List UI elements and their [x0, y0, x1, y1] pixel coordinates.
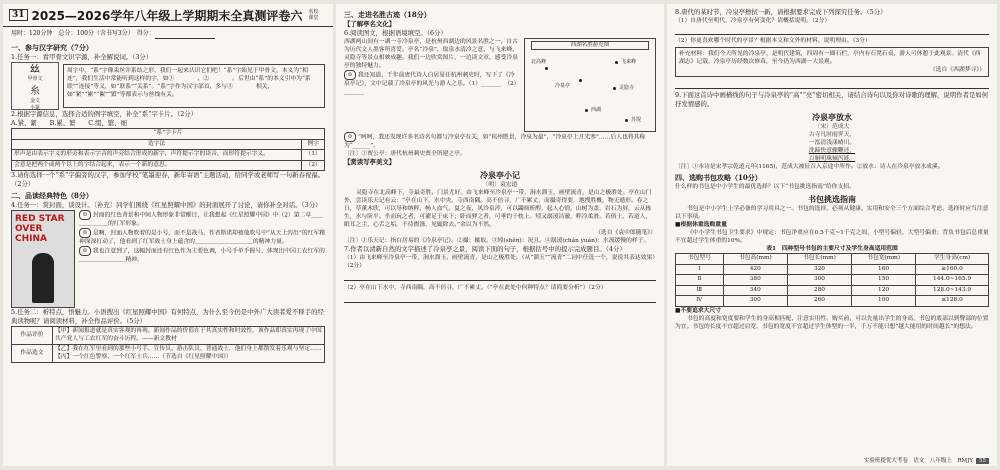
seal-char: 糸	[30, 86, 40, 97]
poem-line: 洗蹄快意骤鞭还，	[808, 148, 856, 154]
subsection-title: 【赏读写亭美文】	[344, 158, 396, 166]
dialog-line: ☺ “呵呵，我还发现许多名诗名句都与冷泉亭有关，如“杭州胜景，冷泉为最”，“冷泉亭上月光寒”……后人也将其称为“______”。	[344, 134, 646, 149]
question-7-2: （2）亭在山下水中，寺西南隅，高不倍寻，广不累丈。（“亭在此处中何种特点？请简要分析”）（2分）	[344, 285, 607, 291]
note: 〔注〕①贾公亭：唐代杭州刺史贾全所建之亭。	[344, 151, 466, 157]
section-2-title: 二、品读经典特色（8分）	[11, 191, 93, 200]
dialog-list	[79, 210, 325, 308]
guide-title: 书包挑选指南	[808, 194, 856, 204]
article-source: （选自《袁中郎随笔》）	[595, 230, 656, 236]
poem-line: 百斛明珠倾泻涟。	[808, 156, 856, 162]
character-evolution-image: 𢆶 甲骨文 糸 金文 小篆	[11, 62, 59, 110]
speaker-icon: ☺	[344, 70, 356, 80]
speaker-icon: ☺	[79, 246, 91, 256]
exam-meta: 用时：120分钟 总分：100分（含书写3分） 得分：	[3, 27, 333, 41]
section-4-intro: 什么样的书包是中小学生的最优选择？以下“书包挑选指南”给你支招。	[675, 184, 855, 190]
q1-explanation: 周字中，“系”字像束丝并系结之形，我们一起来认识它们吧！“系”字始见于甲骨文，本义为“相连”，我们生活中常能听到这样的字，如① 、② 。后世由“系”的本义引申为“系联”“连接”等义，如“联系”“关系”。“系”字作为汉字部首，多与③ 相关，如“紧”“累”“絮”“繁”等都表示与丝线有关。	[63, 64, 325, 108]
bugler-figure	[32, 253, 54, 303]
page-number: 31	[9, 9, 28, 21]
char-card-table: “系”字卡片 造字法 例字 形声是由表示字义的形旁和表示字音的声旁结合形成的新字，声符提示字的读音，而形符提示字义。 （1） 会意是把两个或两个以上的字结合起来，表示一个新的意思。 （2）	[11, 128, 325, 171]
section-3-title: 三、走进名胜古迹（18分）	[344, 10, 431, 19]
answer-line[interactable]	[675, 25, 989, 35]
question-9: 9.下面这首诗中画横线的句子与冷泉亭的“高”“亮”密切相关，请结合诗句以及你对诗歌的理解，说明作者是如何抒发情感的。	[675, 91, 989, 108]
tip-heading: ■根据体重选购重量	[675, 222, 727, 228]
speaker-icon: ☺	[79, 210, 91, 220]
poem-line: 古寺凡时雨霁天，	[808, 132, 856, 138]
question-7-1: （1）由飞来峰至冷泉亭一带，涧水溜玉，画壁流青，是山之极胜处。（从“溜玉”“流青”二词中任选一个，说说其表达效果）（2分）	[344, 255, 656, 269]
section-1-title: 一、参与汉字研究（7分）	[11, 43, 93, 52]
page-left	[3, 4, 333, 466]
tip-heading: ■不要追求大尺寸	[675, 307, 722, 314]
square-bullet-icon: ■	[675, 222, 681, 228]
table-row: Ⅳ 300 260 100 ≤128.0	[676, 296, 989, 307]
supplement-box: 补充材料：我们今天所见的冷泉亭，是明代建筑，四周有一圈石栏，亭内有石凳石桌，游人可休憩于此观景。清代《西湖志》记载，冷泉亭历经数次修葺，至今仍为西湖一大景观。 （选自《西湖梦寻》）	[675, 47, 989, 77]
answer-line[interactable]	[675, 79, 989, 89]
question-5: 5.任务二：析特点，悟魅力。小语搜出《红星照耀中国》有何特点，为什么至今仍是中外广大读者爱不释手的经典读物呢？请阅读材料，补全作品评价。（5分）	[11, 308, 324, 325]
question-2: 2.根据字源信息，选择合适的例字填空，补全“系”字卡片。（2分）	[11, 110, 198, 118]
poem-note: 〔注〕①本诗是宋孝宗乾道元年(1165)，范成大被征召入京途中所作。②放水：诗人在冷泉亭放水成溪。	[675, 164, 944, 170]
scenic-map: 西湖名胜游览图 飞来峰 冷泉亭 灵隐寺 北高峰 西湖 苏堤	[524, 38, 656, 132]
guide-text: 书包是中小学生上学必备的学习用具之一。书包的选择，必须从健康、实用和安全三个方面综合考虑，选择时应当注意以下事项。	[675, 206, 989, 220]
dialog-line: ☺ 是啊，封面人物吹着的是小号，而不是战马，作者斯诺却被他吹号中“从天上泻出”的红军精神深深打动了，他看到了红军战士身上蕴含的＿＿＿＿＿＿＿＿＿＿的精神力量。	[79, 230, 326, 245]
speaker-icon: ☺	[79, 228, 91, 238]
dialog-line: ☺ 我也注意到了，这幅封面还有红色作为主要色调，小号手单手握号，体现出中国工农红军的＿＿＿＿＿＿＿＿精神。	[79, 248, 325, 263]
question-3: 3.请你选择一个“系”字偏旁的汉字，参加学校“笔墨迎春，新年寄语”主题活动，给同学或老师写一句新春祝福。（2分）	[11, 171, 325, 188]
map-point	[545, 67, 548, 70]
table-row: Ⅰ 420 320 160 ≥160.0	[676, 264, 989, 275]
exam-header	[3, 4, 333, 27]
book-cover-image: RED STAR OVER CHINA	[11, 210, 75, 308]
oracle-char: 𢆶	[30, 64, 40, 75]
note: 〔注〕①乐天记：指白居易的《冷泉亭记》。②撮：摄取。③矧(shěn)：况且。④潺湲(chán yuán)：水流缓慢的样子。	[344, 238, 650, 244]
tip-text: 书包的高度和宽度要和学生的身高相匹配，注意实用性。购买前，可以先量出学生的身高，书包的底部以到臀部的位置为宜。书包的长度不宜超过肩宽，书包的宽度不宜超过学生体型的一半，千万不能只想“越大能用的时间越长”的想法。	[675, 315, 989, 330]
question-6: 6.阅读图文，根据语境填空。（6分）	[344, 29, 447, 37]
work-eval-table: 作品评价 【甲】新闻报道就是真实客观的再现、新闻作品的价值在于其真实性和时效性，该作品即真实再现了中国共产党人与工农红军的奋斗历程。——新文教材 作品选文 【乙】我在红军里看到的那些小号手、宣传员、游击队员、普通战士，他们身上都散发着乐观与坚定……【丙】一个红色警察、一个红军士兵……（节选自《红星照耀中国》）	[11, 326, 325, 363]
q2-options: A.紧、絮 B.累、繁 C.缀、繁、细	[11, 119, 127, 127]
footer-page-number: 55	[976, 458, 989, 464]
question-7: 7.作者以清新自然的文字描述了冷泉亭之景，阅读下面的句子，根据括号中的提示完成题目。（4分）	[344, 245, 626, 253]
q6-body	[344, 38, 656, 132]
map-point	[613, 87, 616, 90]
exam-title: 2025—2026学年八年级上学期期末全真测评卷六	[31, 8, 303, 23]
page-footer: 实验班提优大考卷 语文 八年级上 RMJY 55	[864, 456, 989, 464]
tip-text: 《中小学生书包卫生要求》中规定：书包净重应在0.5千克~1千克之间，小型号偏轻，大型号偏重；背负书包后总重量不宜超过学生体重的10%。	[675, 230, 989, 244]
q4-body	[11, 210, 325, 308]
dialog-line: ☺ 我还知道，千年前唐代诗人白居易任杭州刺史时，写下了《冷泉亭记》，文中记载了冷泉亭的风光与游人之乐。（1）_______ （2）_______	[344, 72, 520, 95]
series-badge: 名校课堂	[308, 9, 319, 21]
poem-line: 一泓清浅漾晴川。	[808, 140, 856, 146]
map-point	[585, 109, 588, 112]
article-body: 灵隐寺在北高峰下，寺最奇胜，门景尤好。由飞来峰至冷泉亭一带，涧水溜玉，画壁流青，是山之极胜处。亭在山门外，尝读乐天记有云：“亭在山下，水中央，寺西南隅。高不倍寻，广不累丈，而撮奇得要，地搜胜概，物无遁形。春之日，草薰木欣，可以导和纳粹，畅人血气。夏之夜，风泠泉渟，可以蠲烦析酲，起人心情。山树为盖，岩石为屏，云从栋生，水与阶平。坐而玩之者，可濯足于床下；卧而狎之者，可垂钓于枕上。矧又潺湲洁澈，粹冷柔滑。若俗士，若道人，眼耳之尘，心舌之垢，不待盥涤，见辄除去。”余以为不然。	[344, 190, 652, 228]
page-middle	[336, 4, 664, 466]
answer-line[interactable]	[344, 270, 656, 281]
dialog-line: ☺ 封面的红色背景和中间人物形象非常醒目，让我想起《红星照耀中国》中（2）第二章＿＿＿＿＿＿＿的红军形象。	[79, 212, 323, 227]
table-row: Ⅲ 340 280 120 128.0~143.9	[676, 285, 989, 296]
intro-text: 西湖两山间有一湖一寺冷泉亭，是杭州西湖边的风景名胜之一，自古为历代文人墨客所喜爱。亭名“冷泉”，取泉水清冷之意，与飞来峰、灵隐寺等景点相映成趣。我们一边欣赏图片，一边读文章，感受冷泉亭的独特魅力。	[344, 39, 519, 69]
section-4-title: 四、选购书包攻略（10分）	[675, 173, 762, 182]
subsection-title: 【了解亭名文化】	[344, 20, 396, 28]
question-8-2: （2）你更喜欢哪个时代的亭景？根据本文和文外的材料，说明理由。（3分）	[675, 38, 871, 44]
question-1: 1.任务一：看甲骨文识字源，补全解说词。（3分）	[11, 53, 153, 61]
poem-title: 冷泉亭放水	[812, 112, 852, 122]
speaker-icon: ☺	[344, 132, 356, 142]
bag-size-table	[675, 253, 989, 307]
article-title: 冷泉亭小记	[480, 170, 520, 180]
map-point	[615, 61, 618, 64]
map-point	[625, 119, 628, 122]
article-author: 〔明〕袁宏道	[482, 182, 518, 188]
page-right	[667, 4, 997, 466]
table-header-row: 书包型号 书包高(mm) 书包长(mm) 书包宽(mm) 学生身高(cm)	[676, 254, 989, 265]
q1-body	[11, 62, 325, 110]
map-point	[579, 79, 582, 82]
question-8: 8.唐代的某时节，冷泉亭擦拭一新，请根据要求完成下列探究任务。（5分）	[675, 8, 887, 16]
table-row: Ⅱ 380 300 150 144.0~165.9	[676, 275, 989, 286]
table-title: 表1 四种型号书包的主要尺寸及学生身高适用范围	[766, 246, 898, 252]
question-4: 4.任务一：赏封面，谈设计。〔补充〕同学们围绕《红星照耀中国》的封面展开了讨论，请你补全对话。（3分）	[11, 201, 322, 209]
square-bullet-icon: ■	[675, 307, 681, 314]
question-8-1: （1）自唐代至明代，冷泉亭有何变化？请概括说明。（2分）	[675, 18, 831, 24]
answer-line[interactable]	[344, 292, 656, 303]
poem-author: 〔宋〕范成大	[814, 124, 850, 130]
